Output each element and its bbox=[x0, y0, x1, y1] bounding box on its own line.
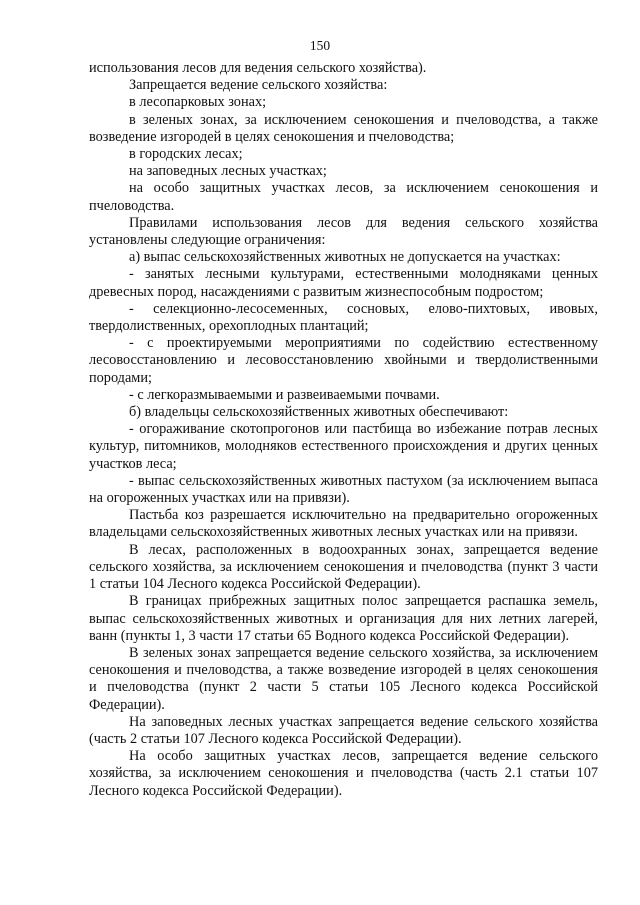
paragraph-coastal-strips: В границах прибрежных защитных полос запрещается распашка земель, выпас сельскохозяйственных животных и организация для них летних лагерей, ванн (пункты 1, 3 части 17 статьи 65 Водного кодекса Российской Федерации). bbox=[89, 593, 598, 644]
paragraph-water-protection-zones: В лесах, расположенных в водоохранных зонах, запрещается ведение сельского хозяйства, за исключением сенокошения и пчеловодства (пункт 3 части 1 статьи 104 Лесного кодекса Российской Федерации). bbox=[89, 541, 598, 593]
paragraph-prohibition-intro: Запрещается ведение сельского хозяйства: bbox=[129, 77, 388, 94]
list-item-forest-park-zones: в лесопарковых зонах; bbox=[129, 94, 267, 111]
list-item-reserved-plots: на заповедных лесных участках; bbox=[129, 163, 327, 180]
document-body bbox=[89, 60, 598, 800]
page-number: 150 bbox=[309, 38, 331, 53]
paragraph-continuation: использования лесов для ведения сельского хозяйства). bbox=[89, 60, 427, 76]
list-item-green-zones: в зеленых зонах, за исключением сенокошения и пчеловодства, а также возведение изгородей в целях сенокошения и пчеловодства; bbox=[89, 111, 598, 145]
paragraph-specially-protected: На особо защитных участках лесов, запрещается ведение сельского хозяйства, за исключением сенокошения и пчеловодства (часть 2.1 статьи 107 Лесного кодекса Российской Федерации). bbox=[89, 748, 598, 799]
list-item-shepherd-grazing: - выпас сельскохозяйственных животных пастухом (за исключением выпаса на огороженных участках или на привязи). bbox=[89, 472, 598, 507]
paragraph-green-zones: В зеленых зонах запрещается ведение сельского хозяйства, за исключением сенокошения и пчеловодства, а также возведение изгородей в целях сенокошения и пчеловодства (пункт 2 части 5 статьи 105 Лесного кодекса Российской Федерации). bbox=[89, 644, 598, 713]
list-item-fencing: - огораживание скотопрогонов или пастбища во избежание потрав лесных культур, питомников, молодняков естественного происхождения и других ценных участков леса; bbox=[89, 421, 598, 472]
list-item-specially-protected-plots: на особо защитных участках лесов, за исключением сенокошения и пчеловодства. bbox=[89, 180, 598, 214]
paragraph-owners-ensure: б) владельцы сельскохозяйственных животных обеспечивают: bbox=[129, 404, 509, 421]
list-item-forest-cultures: - занятых лесными культурами, естественными молодняками ценных древесных пород, насаждениями с развитым жизнеспособным подростом; bbox=[89, 266, 598, 300]
list-item-reforestation: - с проектируемыми мероприятиями по содействию естественному лесовосстановлению и лесовосстановлению хвойными и твердолиственными породами; bbox=[89, 335, 598, 386]
paragraph-rules-restrictions: Правилами использования лесов для ведения сельского хозяйства установлены следующие ограничения: bbox=[89, 214, 598, 249]
list-item-plantations: - селекционно-лесосеменных, сосновых, елово-пихтовых, ивовых, твердолиственных, орехоплодных плантаций; bbox=[89, 300, 598, 335]
paragraph-grazing-not-allowed: а) выпас сельскохозяйственных животных не допускается на участках: bbox=[129, 249, 561, 266]
list-item-erodible-soils: - с легкоразмываемыми и развеиваемыми почвами. bbox=[129, 386, 440, 403]
paragraph-goat-grazing: Пастьба коз разрешается исключительно на предварительно огороженных владельцами сельскохозяйственных животных лесных участках или на привязи. bbox=[89, 507, 598, 541]
paragraph-reserved-plots: На заповедных лесных участках запрещается ведение сельского хозяйства (часть 2 статьи 107 Лесного кодекса Российской Федерации). bbox=[89, 713, 598, 747]
list-item-urban-forests: в городских лесах; bbox=[129, 146, 243, 163]
